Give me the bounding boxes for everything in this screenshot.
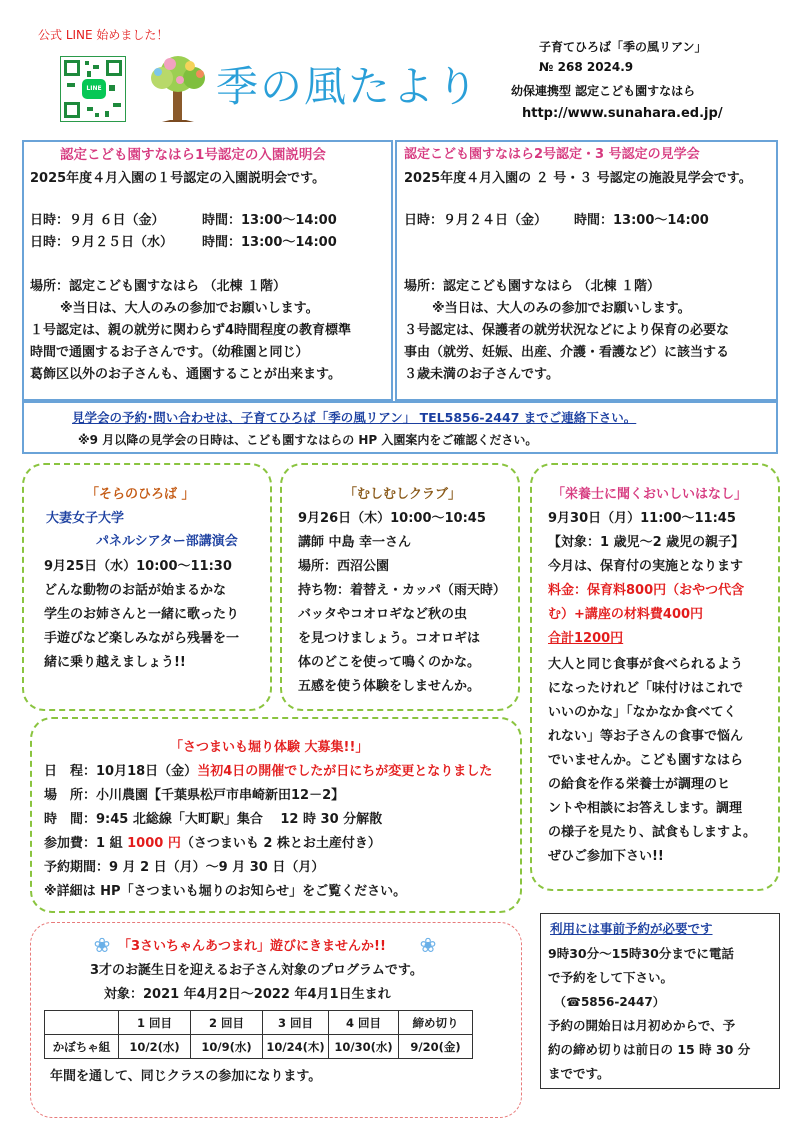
imo-fee-amount: 1000 円 [127, 836, 181, 851]
section2-title: 認定こども園すなはら2号認定・3 号認定の見学会 [404, 147, 700, 162]
sora-line: 学生のお姉さんと一緒に歌ったり [44, 607, 240, 622]
section1-date1: 日時：９月 ６日（金） [30, 213, 165, 228]
table-cell: 10/30(水) [329, 1035, 399, 1059]
table-header-cell: 3 回目 [263, 1011, 329, 1035]
reserve-line: 予約の開始日は月初めからで、予 [548, 1018, 736, 1033]
section2-desc1: ３号認定は、保護者の就労状況などにより保育の必要な [404, 323, 730, 338]
flower-icon: ❀ [93, 933, 111, 957]
line-announcement: 公式 LINE 始めました！ [38, 28, 169, 42]
section1-time2: 時間：13:00～14:00 [202, 235, 337, 250]
line-qr-code[interactable] [60, 56, 126, 122]
mushi-line: 場所：西沼公園 [298, 559, 390, 574]
mushi-line: 五感を使う体験をしませんか。 [298, 679, 481, 694]
eiyou-line1: 9月30日（月）11:00～11:45 [548, 511, 736, 526]
eiyou-desc: ントや相談にお答えします。調理 [548, 801, 742, 816]
schedule-table [44, 1010, 473, 1059]
newsletter-title: 季の風たより [216, 62, 481, 111]
sora-title: 「そらのひろば 」 [86, 487, 195, 502]
mushi-line: 講師 中島 幸一さん [298, 535, 412, 550]
sansai-line1: 3才のお誕生日を迎えるお子さん対象のプログラムです。 [90, 963, 423, 978]
imo-fee [44, 835, 381, 853]
eiyou-desc: れない」等お子さんの食事で悩ん [548, 729, 744, 744]
mushi-line: バッタやコオロギなど秋の虫 [298, 607, 468, 622]
sansai-title: 「3さいちゃんあつまれ」遊びにきませんか!! [118, 939, 386, 954]
table-cell: 10/9(水) [191, 1035, 263, 1059]
section2-date1: 日時：９月２４日（金） [404, 213, 548, 228]
sansai-footer: 年間を通して、同じクラスの参加になります。 [50, 1069, 322, 1084]
sansai-target: 対象：2021 年4月2日～2022 年4月1日生まれ [104, 987, 391, 1002]
section2-desc2: 事由（就労、妊娠、出産、介護・看護など）に該当する [404, 345, 730, 360]
section2-desc3: ３歳未満のお子さんです。 [404, 367, 559, 382]
imo-detail: ※詳細は HP「さつまいも堀りのお知らせ」をご覧ください。 [44, 884, 407, 899]
issue-number: № 268 2024.9 [539, 60, 634, 74]
table-cell: 10/2(水) [119, 1035, 191, 1059]
section2-note: ※当日は、大人のみの参加でお願いします。 [432, 301, 691, 316]
flower-icon: ❀ [419, 933, 437, 957]
sora-line: 手遊びなど楽しみながら残暑を一 [44, 631, 240, 646]
imo-fee-label: 参加費：1 組 [44, 836, 128, 851]
reserve-phone: （☎5856-2447） [554, 995, 665, 1009]
table-header-cell [45, 1011, 119, 1035]
imo-period: 予約期間：9 月 2 日（月）～9 月 30 日（月） [44, 860, 325, 875]
reserve-line: までです。 [548, 1066, 610, 1081]
section1-title: 認定こども園すなはら1号認定の入園説明会 [60, 147, 326, 163]
imo-date [44, 763, 492, 781]
tree-logo-icon [140, 50, 216, 122]
eiyou-title: 「栄養士に聞くおいしいはなし」 [552, 487, 748, 502]
sora-line: どんな動物のお話が始まるかな [44, 583, 227, 598]
eiyou-line2: 【対象：1 歳児～2 歳児の親子】 [548, 535, 745, 550]
website-url[interactable]: http://www.sunahara.ed.jp/ [522, 106, 723, 121]
section1-time1: 時間：13:00～14:00 [202, 213, 337, 228]
mushi-line: 体のどこを使って鳴くのかな。 [298, 655, 481, 670]
eiyou-fee1: 料金：保育料800円（おやつ代含 [548, 583, 745, 598]
table-header-cell: 1 回目 [119, 1011, 191, 1035]
mushi-line: 9月26日（木）10:00～10:45 [298, 511, 486, 526]
eiyou-line3: 今月は、保育付の実施となります [548, 559, 744, 574]
imo-date-label: 日 程：10月18日（金） [44, 764, 198, 779]
org-subtitle: 幼保連携型 認定こども園すなはら [511, 84, 696, 98]
section1-desc2: 時間で通園するお子さんです。（幼稚園と同じ） [30, 345, 309, 360]
sora-line: 9月25日（水）10:00～11:30 [44, 559, 232, 574]
mushi-line: 持ち物：着替え・カッパ（雨天時） [298, 583, 506, 598]
table-row [45, 1035, 473, 1059]
contact-line: 見学会の予約･問い合わせは、子育てひろば「季の風リアン」 TEL5856-2447 までご連絡下さい。 [72, 410, 637, 425]
sora-line: 緒に乗り越えましょう!! [44, 655, 186, 670]
table-cell: 10/24(木) [263, 1035, 329, 1059]
line-app-icon: LINE [82, 79, 106, 99]
imo-date-note: 当初4日の開催でしたが日にちが変更となりました [197, 764, 493, 779]
table-header-cell: 2 回目 [191, 1011, 263, 1035]
contact-note: ※9 月以降の見学会の日時は、こども園すなはらの HP 入園案内をご確認ください。 [78, 433, 538, 447]
org-name: 子育てひろば「季の風リアン」 [539, 40, 707, 54]
table-header-row [45, 1011, 473, 1035]
section1-place: 場所：認定こども園すなはら （北棟 １階） [30, 279, 287, 294]
reserve-line: 9時30分～15時30分までに電話 [548, 946, 734, 961]
table-cell: かぼちゃ組 [45, 1035, 119, 1059]
imo-title: 「さつまいも堀り体験 大募集!!」 [170, 740, 369, 755]
eiyou-fee3: 合計1200円 [548, 631, 624, 646]
reserve-line: 約の締め切りは前日の 15 時 30 分 [548, 1042, 751, 1057]
sora-sub2: パネルシアター部講演会 [96, 534, 238, 549]
eiyou-fee2: む）+講座の材料費400円 [548, 607, 704, 622]
section1-note: ※当日は、大人のみの参加でお願いします。 [60, 301, 319, 316]
eiyou-desc: ぜひご参加下さい!! [548, 849, 664, 864]
eiyou-desc: になったけれど「味付けはこれで [548, 681, 744, 696]
reserve-title: 利用には事前予約が必要です [550, 921, 713, 936]
sora-sub1: 大妻女子大学 [46, 511, 125, 526]
section2-time1: 時間：13:00～14:00 [574, 213, 709, 228]
eiyou-desc: の様子を見たり、試食もしますよ。 [548, 825, 757, 840]
table-cell: 9/20(金) [399, 1035, 473, 1059]
section1-date2: 日時：９月２５日（水） [30, 235, 174, 250]
eiyou-desc: いいのかな」「なかなか食べてく [548, 705, 737, 720]
table-header-cell: 締め切り [399, 1011, 473, 1035]
section1-intro: 2025年度４月入園の１号認定の入園説明会です。 [30, 171, 326, 186]
mushi-line: を見つけましょう。コオロギは [298, 631, 481, 646]
imo-fee-note: （さつまいも 2 株とお土産付き） [180, 836, 381, 851]
imo-place: 場 所：小川農園【千葉県松戸市串崎新田12－2】 [44, 788, 345, 803]
section2-place: 場所：認定こども園すなはら （北棟 １階） [404, 279, 661, 294]
section2-intro: 2025年度４月入園の ２ 号・３ 号認定の施設見学会です。 [404, 171, 752, 186]
section1-desc3: 葛飾区以外のお子さんも、通園することが出来ます。 [30, 367, 341, 382]
section1-desc1: １号認定は、親の就労に関わらず4時間程度の教育標準 [30, 323, 352, 338]
mushi-title: 「むしむしクラブ」 [344, 487, 462, 502]
eiyou-desc: の給食を作る栄養士が調理のヒ [548, 777, 731, 792]
table-header-cell: 4 回目 [329, 1011, 399, 1035]
imo-time: 時 間：9:45 北総線「大町駅」集合 12 時 30 分解散 [44, 812, 383, 827]
eiyou-desc: でいませんか。こども園すなはら [548, 753, 744, 768]
eiyou-desc: 大人と同じ食事が食べられるよう [548, 657, 744, 672]
reserve-line: で予約をして下さい。 [548, 970, 674, 985]
